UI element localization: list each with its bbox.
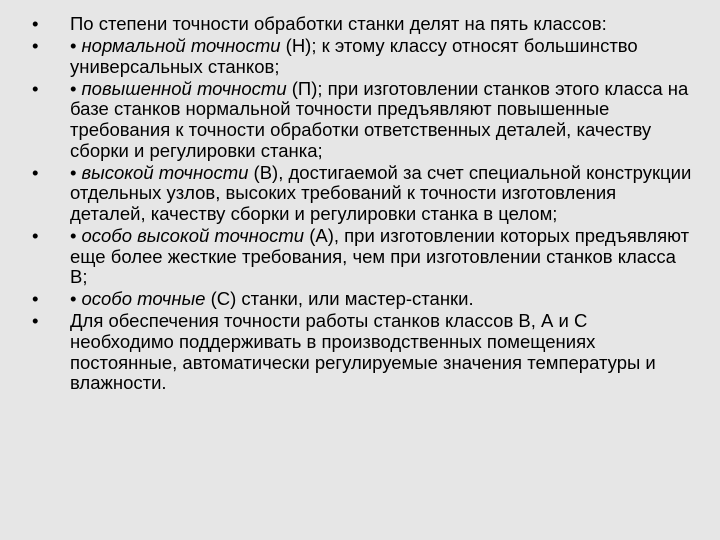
item-text: (С) станки, или мастер-станки.	[205, 288, 474, 310]
item-text: (А), при изготовлении которых предъявляют еще более жесткие требования, чем при изготовлении станков класса В;	[70, 224, 690, 288]
bullet-dot-icon: •	[32, 77, 39, 99]
bullet-dot-icon: •	[32, 288, 39, 310]
item-term: особо точные	[81, 288, 206, 310]
bullet-item-conditions	[32, 311, 692, 393]
item-text: По степени точности обработки станки делят на пять классов:	[70, 13, 607, 34]
item-term: высокой точности	[81, 161, 249, 183]
sub-bullet-mark: •	[70, 288, 77, 310]
bullet-dot-icon: •	[32, 310, 39, 332]
bullet-list	[32, 14, 692, 395]
item-term: повышенной точности	[81, 77, 287, 99]
item-text: Для обеспечения точности работы станков классов В, А и С необходимо поддерживать в производственных помещениях постоянные, автоматически регулируемые значения температуры и влажности.	[70, 310, 656, 394]
sub-bullet-mark: •	[70, 77, 77, 99]
sub-bullet-mark: •	[70, 35, 77, 57]
bullet-item-normal-precision	[32, 36, 692, 77]
bullet-dot-icon: •	[32, 35, 39, 57]
item-text: (П); при изготовлении станков этого класса на базе станков нормальной точности предъявляют повышенные требования к точности обработки ответственных деталей, качеству сборки и регулировки станка;	[70, 77, 689, 161]
item-text: (В), достигаемой за счет специальной конструкции отдельных узлов, высоких требований к точности изготовления деталей, качеству сборки и регулировки станка в целом;	[70, 161, 692, 224]
item-term: особо высокой точности	[81, 224, 305, 246]
bullet-item-high-precision	[32, 163, 692, 225]
bullet-item-extra-high-precision	[32, 226, 692, 288]
bullet-dot-icon: •	[32, 13, 39, 34]
sub-bullet-mark: •	[70, 161, 77, 183]
bullet-item-master-machines	[32, 289, 692, 310]
bullet-item-intro	[32, 14, 692, 35]
sub-bullet-mark: •	[70, 224, 77, 246]
bullet-item-increased-precision	[32, 79, 692, 161]
item-term: нормальной точности	[81, 35, 281, 57]
bullet-dot-icon: •	[32, 224, 39, 246]
item-text: (Н); к этому классу относят большинство универсальных станков;	[70, 35, 638, 77]
bullet-dot-icon: •	[32, 161, 39, 183]
